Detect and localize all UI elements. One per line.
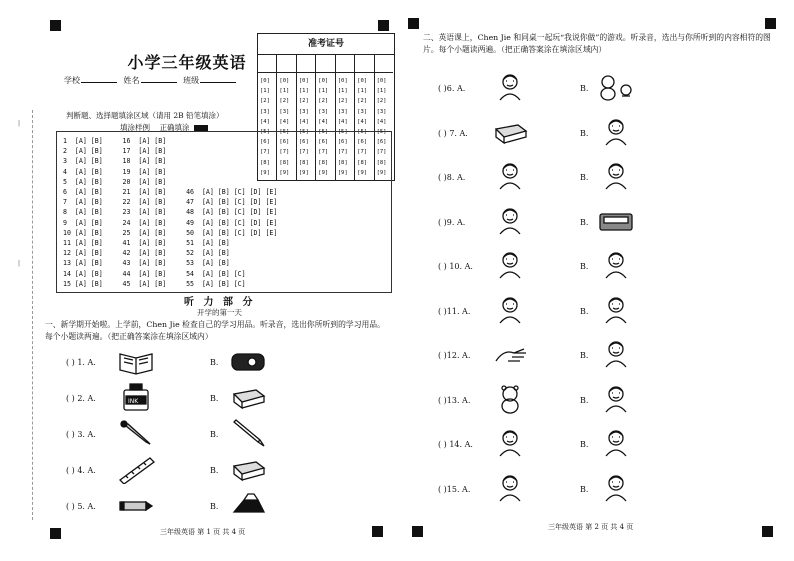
question-item-label: ( ) 7. A. (438, 128, 468, 138)
footer-right: 三年级英语 第 2 页 共 4 页 (548, 523, 634, 531)
boys-greeting-icon[interactable] (596, 250, 636, 284)
girl-face-icon[interactable] (490, 161, 530, 195)
exam-digit-bubble[interactable]: [8] (260, 159, 270, 166)
question-item-label: ( )12. A. (438, 351, 471, 360)
student-info (64, 75, 240, 86)
question-item-label: ( )8. A. (438, 173, 466, 182)
exam-digit-bubble[interactable]: [7] (260, 149, 270, 156)
option-b-label: B. (580, 173, 589, 182)
option-b-label: B. (580, 128, 589, 138)
option-b-label: B. (210, 358, 219, 367)
exam-digit-bubble[interactable]: [4] (279, 118, 290, 125)
ink-bottle-icon[interactable] (116, 382, 156, 416)
pencil-box-icon[interactable] (596, 206, 636, 240)
exam-digit-bubble[interactable]: [2] (260, 98, 270, 105)
question-item-label: ( ) 3. A. (66, 430, 96, 439)
question-item-label: ( ) 5. A. (66, 502, 96, 511)
option-b-label: B. (580, 84, 589, 93)
class-field[interactable] (200, 82, 236, 83)
answer-row[interactable]: 12 [A] [B] 42 [A] [B] 52 [A] [B] (63, 249, 230, 258)
answer-row[interactable]: 2 [A] [B] 17 [A] [B] (63, 147, 167, 156)
exam-digit-bubble[interactable]: [7] (318, 149, 329, 156)
answer-row[interactable]: 10 [A] [B] 25 [A] [B] 50 [A] [B] [C] [D] [E] (63, 228, 278, 237)
question-item-label: ( ) 1. A. (66, 358, 96, 367)
pen-icon[interactable] (116, 418, 156, 452)
registration-mark (378, 20, 389, 31)
exam-digit-bubble[interactable]: [2] (298, 98, 309, 105)
exam-digit-bubble[interactable]: [5] (376, 129, 387, 135)
question-item-label: ( )11. A. (438, 306, 471, 316)
name-label: 姓名 (123, 76, 140, 85)
exam-number-title: 准考证号 (258, 34, 394, 55)
answer-sheet (56, 131, 392, 293)
question-item-label: ( ) 2. A. (66, 394, 96, 403)
correct-label: 正确填涂 (159, 123, 190, 132)
section-subtitle: 开学的第一天 (197, 308, 242, 317)
exam-digit-bubble[interactable]: [6] (298, 139, 309, 146)
answer-row[interactable]: 14 [A] [B] 44 [A] [B] 54 [A] [B] [C] (63, 269, 246, 278)
exam-digit-bubble[interactable]: [8] (337, 159, 348, 166)
exam-digit-bubble[interactable]: [0] (279, 78, 290, 84)
exam-digit-bubble[interactable]: [1] (318, 88, 329, 95)
answer-row[interactable]: 7 [A] [B] 22 [A] [B] 47 [A] [B] [C] [D] [E] (63, 198, 278, 207)
option-b-label: B. (210, 502, 219, 511)
option-b-label: B. (580, 395, 589, 405)
exam-digit-bubble[interactable]: [3] (357, 108, 368, 115)
answer-row[interactable]: 1 [A] [B] 16 [A] [B] (63, 137, 167, 145)
registration-mark (372, 526, 383, 537)
exam-number-write-cell[interactable] (355, 54, 373, 73)
answer-row[interactable]: 13 [A] [B] 43 [A] [B] 53 [A] [B] (63, 259, 230, 268)
school-field[interactable] (81, 82, 117, 83)
boy-with-pencil-icon[interactable] (490, 72, 530, 106)
fill-instruction: 判断题、选择题填涂区域（请用 2B 铅笔填涂） (66, 111, 224, 120)
option-b-label: B. (580, 262, 589, 271)
option-b-label: B. (580, 351, 589, 360)
exam-digit-bubble[interactable]: [9] (337, 169, 348, 176)
exam-digit-bubble[interactable]: [8] (298, 159, 309, 166)
name-field[interactable] (141, 82, 177, 83)
exam-digit-bubble[interactable]: [4] (337, 118, 348, 125)
answer-row[interactable]: 9 [A] [B] 24 [A] [B] 49 [A] [B] [C] [D] [E] (63, 218, 278, 227)
exam-digit-bubble[interactable]: [7] (376, 149, 387, 156)
question-item-label: ( )13. A. (438, 395, 471, 405)
exam-digit-bubble[interactable]: [2] (318, 98, 329, 105)
exam-digit-bubble[interactable]: [2] (376, 98, 387, 105)
answer-row[interactable]: 3 [A] [B] 18 [A] [B] (63, 157, 167, 166)
exam-digit-bubble[interactable]: [9] (279, 169, 290, 176)
exam-digit-bubble[interactable]: [1] (260, 88, 270, 95)
exam-digit-bubble[interactable]: [9] (357, 169, 368, 176)
boy-with-bag-icon[interactable] (596, 161, 636, 195)
exam-digit-bubble[interactable]: [0] (357, 78, 368, 84)
exam-digit-bubble[interactable]: [4] (357, 118, 368, 125)
exam-digit-bubble[interactable]: [3] (318, 108, 329, 115)
binding-mark: | (18, 120, 21, 127)
exam-digit-bubble[interactable]: [8] (279, 159, 290, 166)
exam-number-write-cell[interactable] (316, 54, 334, 73)
exam-digit-bubble[interactable]: [2] (337, 98, 348, 105)
exam-digit-bubble[interactable]: [8] (376, 159, 387, 166)
exam-digit-bubble[interactable]: [9] (318, 169, 329, 176)
exam-digit-bubble[interactable]: [4] (318, 118, 329, 125)
exam-digit-bubble[interactable]: [0] (260, 78, 270, 84)
page-title: 小学三年级英语 (127, 53, 247, 72)
exam-number-write-cell[interactable] (336, 54, 354, 73)
exam-digit-bubble[interactable]: [6] (260, 139, 270, 146)
exam-digit-bubble[interactable]: [1] (357, 88, 368, 95)
answer-row[interactable]: 4 [A] [B] 19 [A] [B] (63, 167, 167, 176)
exam-digit-bubble[interactable]: [0] (318, 78, 329, 84)
exam-digit-bubble[interactable]: [3] (337, 108, 348, 115)
exam-digit-bubble[interactable]: [6] (318, 139, 329, 146)
svg-text:INK: INK (128, 398, 139, 405)
exam-digit-bubble[interactable]: [4] (260, 118, 270, 125)
registration-mark (50, 528, 61, 539)
exam-digit-bubble[interactable]: [8] (318, 159, 329, 166)
children-icon[interactable] (490, 206, 530, 240)
exam-digit-bubble[interactable]: [6] (279, 139, 290, 146)
exam-digit-bubble[interactable]: [8] (357, 159, 368, 166)
eraser-icon[interactable] (228, 382, 268, 416)
pencil-icon[interactable] (228, 418, 268, 452)
exam-digit-bubble[interactable]: [9] (298, 169, 309, 176)
exam-digit-bubble[interactable]: [1] (279, 88, 290, 95)
exam-digit-bubble[interactable]: [5] (337, 129, 348, 135)
exam-number-write-cell[interactable] (297, 54, 315, 73)
exam-digit-bubble[interactable]: [3] (279, 108, 290, 115)
exam-digit-bubble[interactable]: [1] (298, 88, 309, 95)
question-item-label: ( ) 4. A. (66, 466, 96, 475)
exam-digit-bubble[interactable]: [7] (357, 149, 368, 156)
boy-with-toys-icon[interactable] (596, 295, 636, 329)
eraser-icon[interactable] (228, 454, 268, 488)
section-title: 听 力 部 分 (184, 297, 256, 308)
exam-digit-bubble[interactable]: [7] (279, 149, 290, 156)
registration-mark (408, 18, 419, 29)
answer-row[interactable]: 8 [A] [B] 23 [A] [B] 48 [A] [B] [C] [D] [E] (63, 208, 278, 217)
registration-mark (765, 18, 776, 29)
exam-digit-bubble[interactable]: [0] (298, 78, 309, 84)
exam-number-write-cell[interactable] (277, 54, 295, 73)
exam-digit-bubble[interactable]: [6] (376, 139, 387, 146)
exam-digit-bubble[interactable]: [5] (318, 129, 329, 135)
question-item-label: ( )9. A. (438, 217, 466, 227)
option-b-label: B. (580, 440, 589, 449)
option-b-label: B. (210, 466, 219, 475)
exam-digit-bubble[interactable]: [2] (357, 98, 368, 105)
class-label: 班级 (183, 76, 200, 85)
girl-face-icon[interactable] (596, 473, 636, 507)
answer-row[interactable]: 15 [A] [B] 45 [A] [B] 55 [A] [B] [C] (63, 279, 246, 288)
option-b-label: B. (210, 430, 219, 439)
crayon-icon[interactable] (116, 490, 156, 524)
exam-number-write-cell[interactable] (258, 54, 276, 73)
exam-digit-bubble[interactable]: [3] (376, 108, 387, 115)
question-2-instructions: 二、英语课上，Chen Jie 和同桌一起玩“我说你做”的游戏。听录音，选出与你所听到的内容相符的图片。每个小题读两遍。（把正确答案涂在填涂区域内） (423, 33, 771, 54)
question-item-label: ( )6. A. (438, 84, 466, 93)
exam-digit-bubble[interactable]: [9] (260, 169, 270, 176)
exam-digit-bubble[interactable]: [3] (298, 108, 309, 115)
pencil-character-icon[interactable] (490, 250, 530, 284)
girl-reading-icon[interactable] (596, 117, 636, 151)
exam-digit-bubble[interactable]: [4] (376, 118, 387, 125)
pencil-case-icon[interactable] (228, 346, 268, 380)
answer-row[interactable]: 6 [A] [B] 21 [A] [B] 46 [A] [B] [C] [D] [E] (63, 188, 278, 196)
exam-number-write-cell[interactable] (375, 54, 393, 73)
girl-waving-icon[interactable] (596, 384, 636, 418)
question-item-label: ( ) 10. A. (438, 262, 473, 271)
option-b-label: B. (580, 306, 589, 316)
boy-touching-ear-icon[interactable] (490, 428, 530, 462)
answer-row[interactable]: 11 [A] [B] 41 [A] [B] 51 [A] [B] (63, 239, 230, 247)
binding-line (32, 110, 33, 520)
registration-mark (50, 20, 61, 31)
exam-digit-bubble[interactable]: [5] (260, 129, 270, 135)
binding-mark: | (18, 260, 21, 267)
girl-smiling-icon[interactable] (596, 428, 636, 462)
boy-arms-up-icon[interactable] (490, 473, 530, 507)
sample-label: 填涂样例 (120, 123, 150, 132)
registration-mark (412, 526, 423, 537)
hand-icon[interactable] (490, 339, 530, 373)
exam-digit-bubble[interactable]: [7] (337, 149, 348, 156)
exam-digit-bubble[interactable]: [5] (357, 129, 368, 135)
footer-left: 三年级英语 第 1 页 共 4 页 (160, 528, 246, 536)
exam-digit-bubble[interactable]: [9] (376, 169, 387, 176)
exam-digit-bubble[interactable]: [1] (376, 88, 387, 95)
answer-row[interactable]: 5 [A] [B] 20 [A] [B] (63, 177, 167, 186)
exam-digit-bubble[interactable]: [6] (337, 139, 348, 146)
exam-digit-bubble[interactable]: [7] (298, 149, 309, 156)
exam-digit-bubble[interactable]: [1] (337, 88, 348, 95)
registration-mark (762, 526, 773, 537)
bear-icon[interactable] (490, 384, 530, 418)
exam-digit-bubble[interactable]: [0] (337, 78, 348, 84)
pencil-sharpener-icon[interactable] (228, 490, 268, 524)
option-b-label: B. (210, 394, 219, 403)
girl-standing-icon[interactable] (490, 295, 530, 329)
exam-digit-bubble[interactable]: [4] (298, 118, 309, 125)
exam-digit-bubble[interactable]: [0] (376, 78, 387, 84)
question-item-label: ( )15. A. (438, 484, 471, 494)
exam-digit-bubble[interactable]: [5] (298, 129, 309, 135)
option-b-label: B. (580, 217, 589, 227)
ruler-icon[interactable] (116, 454, 156, 488)
eraser-icon[interactable] (490, 117, 530, 151)
exam-digit-bubble[interactable]: [3] (260, 108, 270, 115)
book-icon[interactable] (116, 346, 156, 380)
animals-icon[interactable] (596, 72, 636, 106)
question-item-label: ( ) 14. A. (438, 440, 473, 449)
exam-digit-bubble[interactable]: [6] (357, 139, 368, 146)
exam-digit-bubble[interactable]: [5] (279, 129, 290, 135)
option-b-label: B. (580, 484, 589, 494)
question-1-instructions: 一、新学期开始啦。上学前，Chen Jie 检查自己的学习用品。听录音，选出你所听到的学习用品。每个小题读两遍。（把正确答案涂在填涂区域内） (45, 320, 385, 341)
school-label: 学校 (64, 76, 80, 85)
exam-digit-bubble[interactable]: [2] (279, 98, 290, 105)
boy-face-icon[interactable] (596, 339, 636, 373)
